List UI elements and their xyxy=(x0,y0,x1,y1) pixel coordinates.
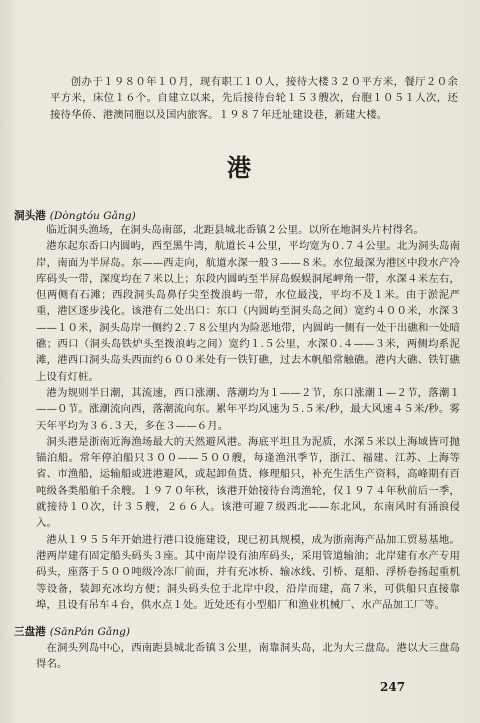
paragraph: 洞头港是浙南近海渔场最大的天然避风港。海底平坦且为泥质，水深５米以上海域皆可抛锚泊船。常年停泊船只３００——５００艘，每逢渔汛季节，浙江、福建、江苏、上海等省、市渔船，运输船或进港避风，或起卸鱼货、修理船只，补充生活生产资料，高峰期有百吨级各类船舶千余艘。１９７０年秋，该港开始接待台湾渔轮，仅１９７４年秋前后一季，就接待１０次，计３５艘，２６６人。该港可避７级西北——东北风，东南风时有涌浪侵入。 xyxy=(36,435,460,530)
intro-text: 创办于１９８０年１０月，现有职工１０人，接待大楼３２０平方米，餐厅２０余平方米，床位１６个。自建立以来，先后接待台轮１５３艘次，台胞１０５１人次，还接待华侨、港澳同胞以及国内旅客。１９８７年迁址建设巷，新建大楼。 xyxy=(50,76,458,121)
paragraph: 在洞头列岛中心，西南距县城北岙镇３公里，南靠洞头岛，北为大三盘岛。港以大三盘岛得名。 xyxy=(36,642,460,671)
entry-body-dongtou xyxy=(36,222,460,613)
intro-paragraph xyxy=(50,74,458,123)
section-title: 港 xyxy=(227,153,253,182)
paragraph: 港东起东岙口内圆屿，西至黑牛湾，航道长４公里，平均宽为０.７４公里。北为洞头岛南岸，南面为半屏岛。东——西走向，航道水深一般３——８米。水位最深为港区中段水产冷库码头一带，深度均在７米以上；东段内圆屿至半屏岛蜈蜈洞尾岬角一带，水深４米左右，但两侧有石滩；西段洞头岛鼻仔尖至拨浪屿一带，水位最浅，平均不及１米。由于淤泥严重，港区逐步浅化。该港有二处出口：东口（内圆屿至洞头岛之间）宽约４００米，水深３——１０米，洞头岛岸一侧约２.７８公里内为险恶地带，内圆屿一侧有一处干出礁和一处暗礁；西口（洞头岛铁炉头至拨浪屿之间）宽约１.５公里，水深０.４——３米，两侧均系泥滩，港西口洞头岛头西面约６００米处有一铁钉礁，过去木帆船常触礁。港内大礁、铁钉礁上设有灯桩。 xyxy=(36,240,460,383)
page-number: 247 xyxy=(380,680,406,694)
entry-heading-sanpan xyxy=(14,624,130,640)
entry-name: 三盘港 xyxy=(14,626,46,638)
entry-name: 洞头港 xyxy=(14,210,46,222)
entry-pinyin: (Dòngtóu Gǎng) xyxy=(49,210,136,222)
paragraph: 港从１９５５年开始进行港口设施建设，现已初具规模，成为浙南海产品加工贸易基地。港两岸建有固定船头码头３座。其中南岸设有油库码头，采用管道输油；北岸建有水产专用码头，座落于５００吨级冷冻厂前面，并有充冰桥、输冰线、引桥、趸船、浮桥卷扬起重机等设备，装卸充冰均方便；洞头码头位于北岸中段，沿岸而建，高７米，可供船只直接靠埠，且设有吊车４台，供水点１处。近处还有小型船厂和渔业机械厂、水产品加工厂等。 xyxy=(36,533,460,611)
entry-pinyin: (SānPán Gǎng) xyxy=(49,626,130,638)
paragraph: 临近洞头渔场，在洞头岛南部，北距县城北岙镇２公里。以所在地洞头片村得名。 xyxy=(46,224,425,236)
entry-body-sanpan xyxy=(36,640,460,673)
paragraph: 港为规则半日潮，其流速，西口涨潮、落潮均为１——２节，东口涨潮１—２节，落潮１——０节。涨潮流向西，落潮流向东。累年平均风速为５.５米/秒，最大风速４５米/秒。雾天年平均为３６.３天，多在３——６月。 xyxy=(36,386,460,432)
